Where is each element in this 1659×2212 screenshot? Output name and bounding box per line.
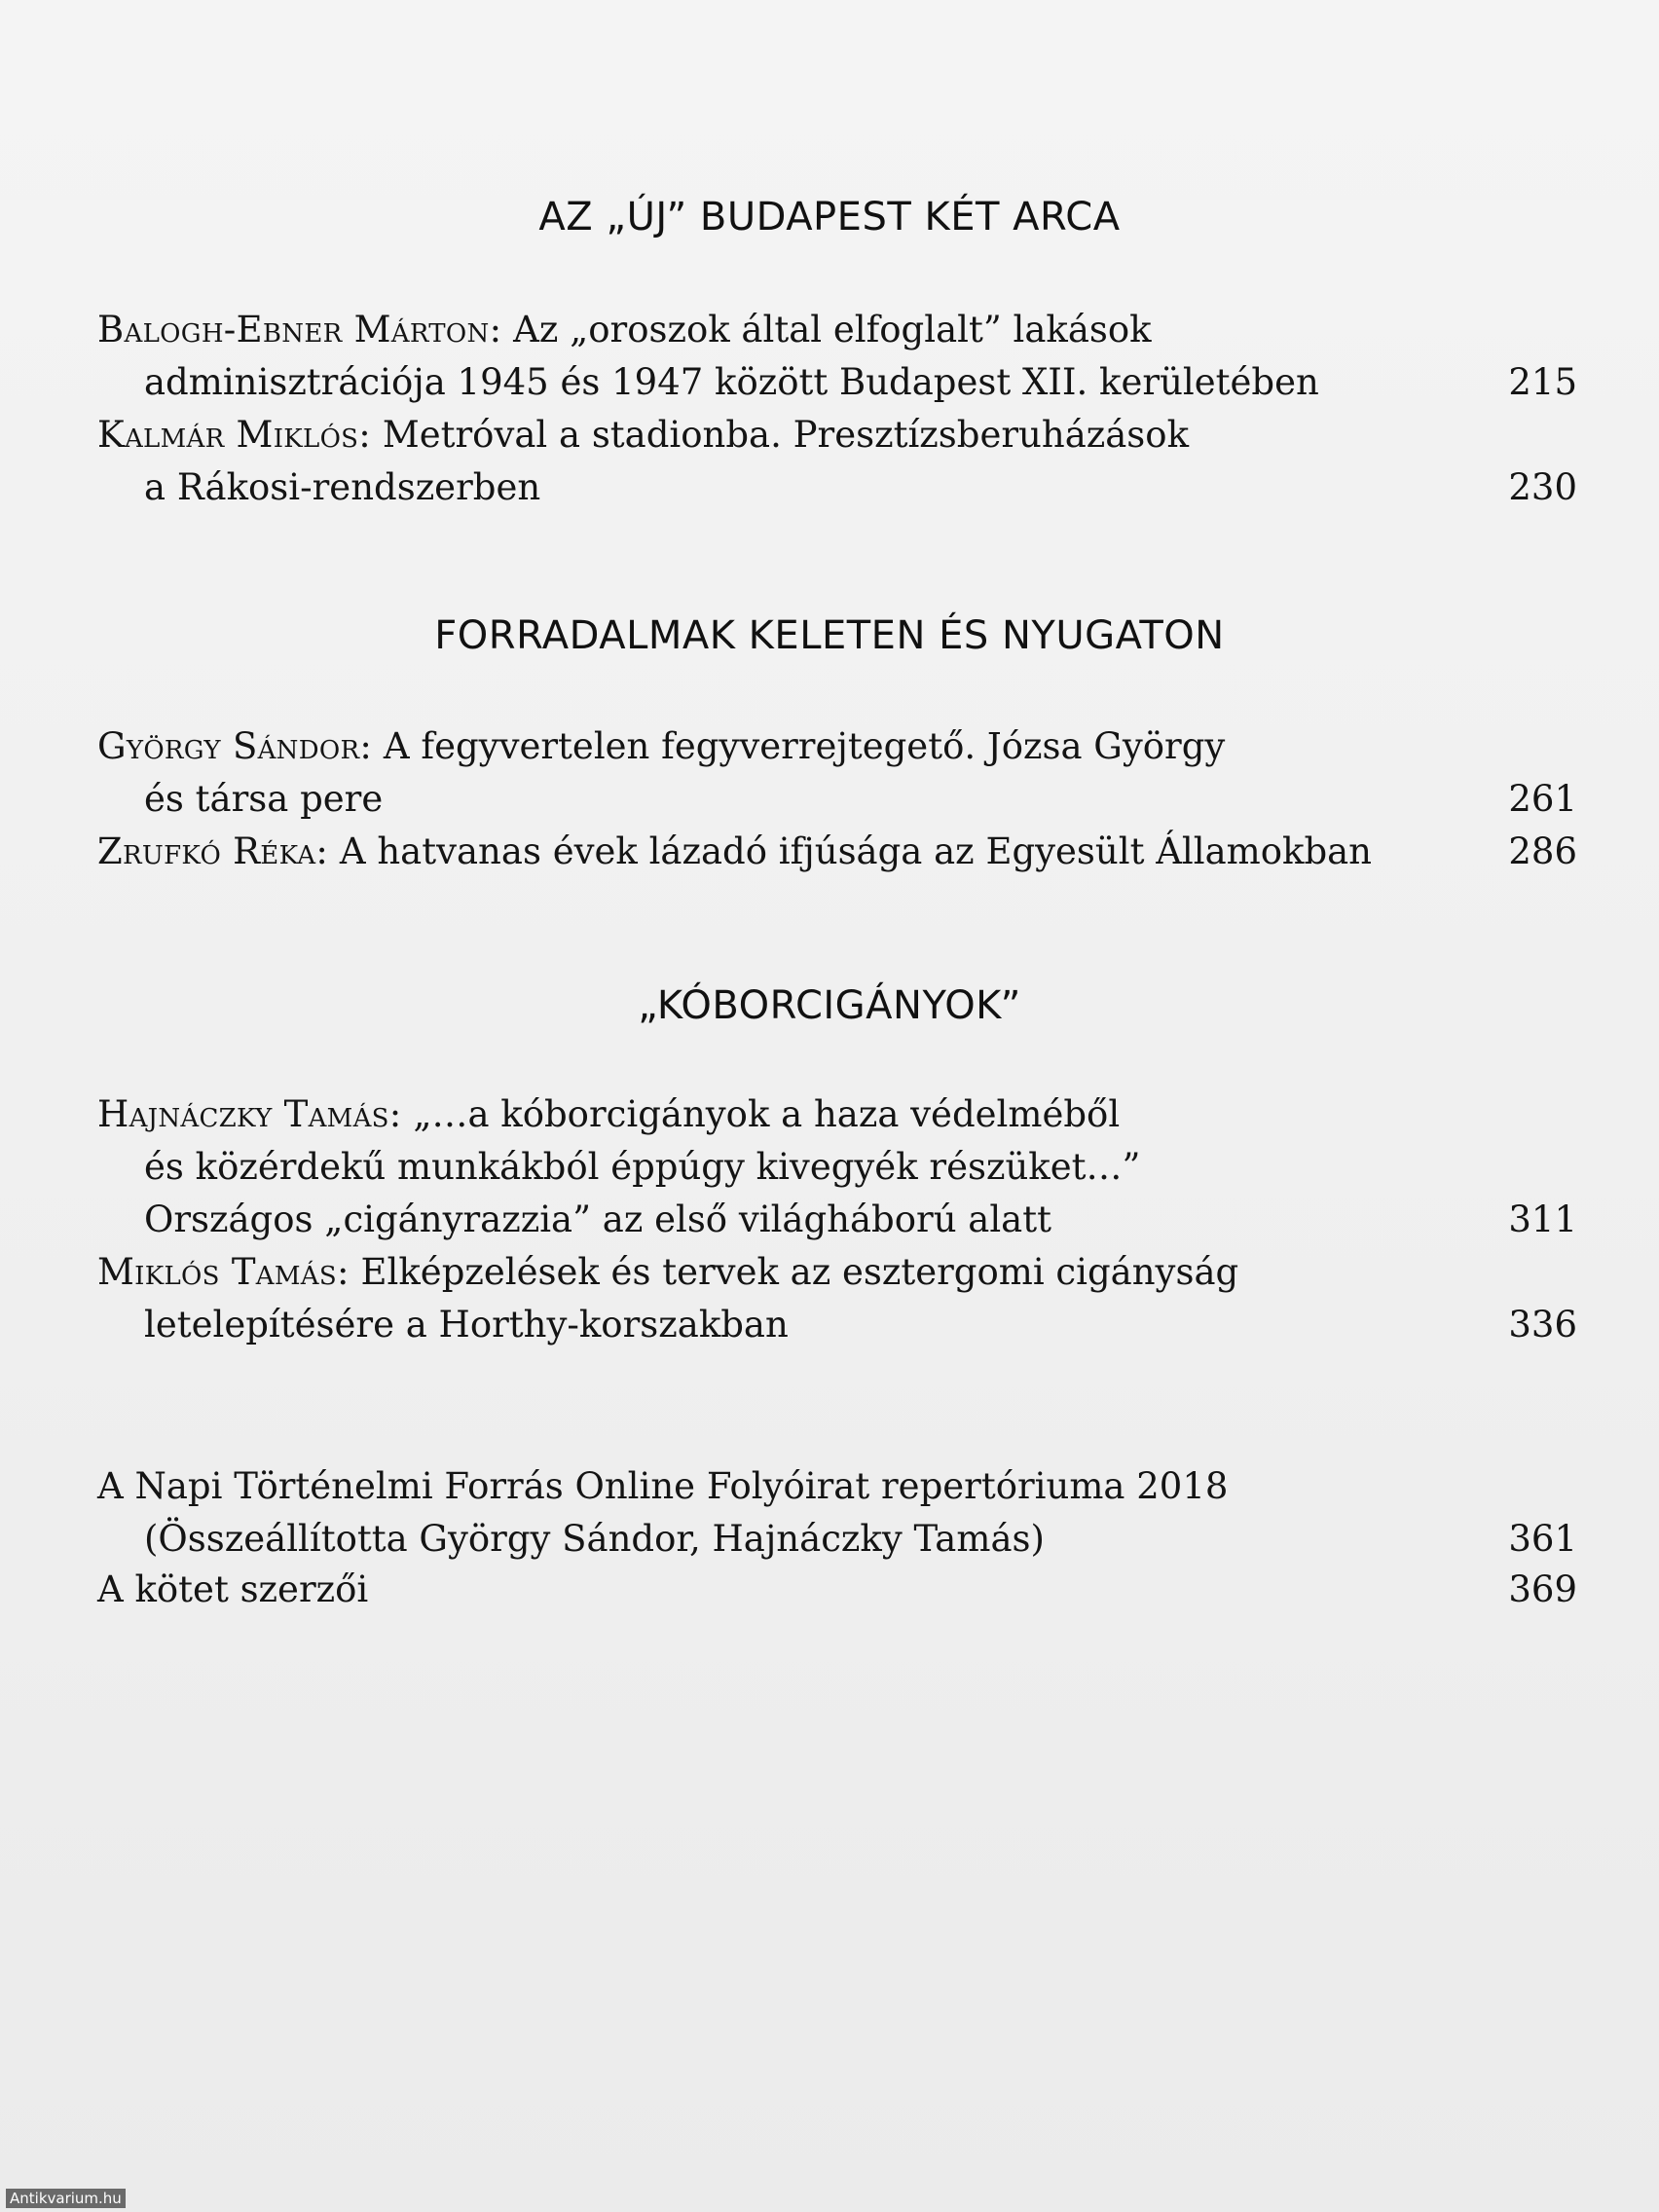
toc-title-text: Országos „cigányrazzia” az első világháború alatt bbox=[144, 1198, 1051, 1240]
section-title-forradalmak: FORRADALMAK KELETEN ÉS NYUGATON bbox=[434, 613, 1225, 658]
toc-title-text: a Rákosi-rendszerben bbox=[144, 466, 541, 508]
section-title-uj-budapest: AZ „ÚJ” BUDAPEST KÉT ARCA bbox=[538, 195, 1121, 240]
toc-entry-line bbox=[97, 1141, 1577, 1194]
toc-entry-line bbox=[97, 1460, 1577, 1513]
toc-title-text: letelepítésére a Horthy-korszakban bbox=[144, 1304, 789, 1346]
toc-title-text: és közérdekű munkákból éppúgy kivegyék részüket…” bbox=[144, 1146, 1141, 1188]
toc-page-number: 286 bbox=[1508, 830, 1577, 872]
toc-entry-line bbox=[97, 1088, 1577, 1141]
toc-author: Miklós Tamás: bbox=[97, 1251, 350, 1293]
toc-title-text: Metróval a stadionba. Presztízsberuházások bbox=[382, 414, 1189, 456]
toc-page-number: 369 bbox=[1508, 1568, 1577, 1610]
toc-entry-line bbox=[97, 461, 1577, 514]
toc-title-text: (Összeállította György Sándor, Hajnáczky Tamás) bbox=[144, 1518, 1045, 1560]
toc-entry-szerzok[interactable] bbox=[97, 1564, 1577, 1616]
toc-entry-balogh-ebner[interactable] bbox=[97, 304, 1577, 409]
toc-entry-line bbox=[97, 304, 1577, 356]
toc-entry-line bbox=[97, 1299, 1577, 1351]
toc-entry-line bbox=[97, 720, 1577, 773]
toc-entry-line bbox=[97, 409, 1577, 461]
toc-entry-gyorgy[interactable] bbox=[97, 720, 1577, 826]
toc-entry-line bbox=[97, 1513, 1577, 1566]
toc-title-text: A Napi Történelmi Forrás Online Folyóirat repertóriuma 2018 bbox=[97, 1465, 1229, 1507]
toc-entry-line bbox=[97, 1246, 1577, 1299]
toc-page-number: 215 bbox=[1508, 361, 1577, 403]
toc-author: Zrufkó Réka: bbox=[97, 830, 329, 872]
toc-entry-line bbox=[97, 356, 1577, 409]
toc-author: György Sándor: bbox=[97, 725, 373, 767]
toc-title-text: „…a kóborcigányok a haza védelméből bbox=[413, 1093, 1121, 1135]
toc-entry-miklos[interactable] bbox=[97, 1246, 1577, 1351]
toc-title-text: és társa pere bbox=[144, 778, 384, 820]
toc-author: Balogh-Ebner Márton: bbox=[97, 309, 502, 350]
section-title-koborciganyok: „KÓBORCIGÁNYOK” bbox=[638, 983, 1021, 1028]
toc-entry-line bbox=[97, 773, 1577, 826]
toc-page-number: 311 bbox=[1508, 1198, 1577, 1240]
watermark: Antikvarium.hu bbox=[6, 2189, 126, 2208]
toc-entry-repertorium[interactable] bbox=[97, 1460, 1577, 1566]
toc-title-text: adminisztrációja 1945 és 1947 között Budapest XII. kerületében bbox=[144, 361, 1319, 403]
toc-entry-zrufko[interactable] bbox=[97, 826, 1577, 878]
toc-page-number: 361 bbox=[1508, 1518, 1577, 1560]
toc-entry-hajnaczky[interactable] bbox=[97, 1088, 1577, 1246]
toc-entry-kalmar[interactable] bbox=[97, 409, 1577, 514]
toc-title-text: A hatvanas évek lázadó ifjúsága az Egyesült Államokban bbox=[339, 830, 1373, 872]
toc-page-number: 230 bbox=[1508, 466, 1577, 508]
toc-entry-line bbox=[97, 1194, 1577, 1246]
toc-title-text: Elképzelések és tervek az esztergomi cigányság bbox=[360, 1251, 1239, 1293]
toc-page-number: 261 bbox=[1508, 778, 1577, 820]
toc-page-number: 336 bbox=[1508, 1304, 1577, 1346]
toc-entry-line bbox=[97, 826, 1577, 878]
toc-author: Hajnáczky Tamás: bbox=[97, 1093, 402, 1135]
toc-title-text: A kötet szerzői bbox=[97, 1568, 369, 1610]
toc-author: Kalmár Miklós: bbox=[97, 414, 372, 456]
toc-entry-line bbox=[97, 1564, 1577, 1616]
toc-title-text: Az „oroszok által elfoglalt” lakások bbox=[513, 309, 1152, 350]
toc-title-text: A fegyvertelen fegyverrejtegető. Józsa György bbox=[383, 725, 1226, 767]
